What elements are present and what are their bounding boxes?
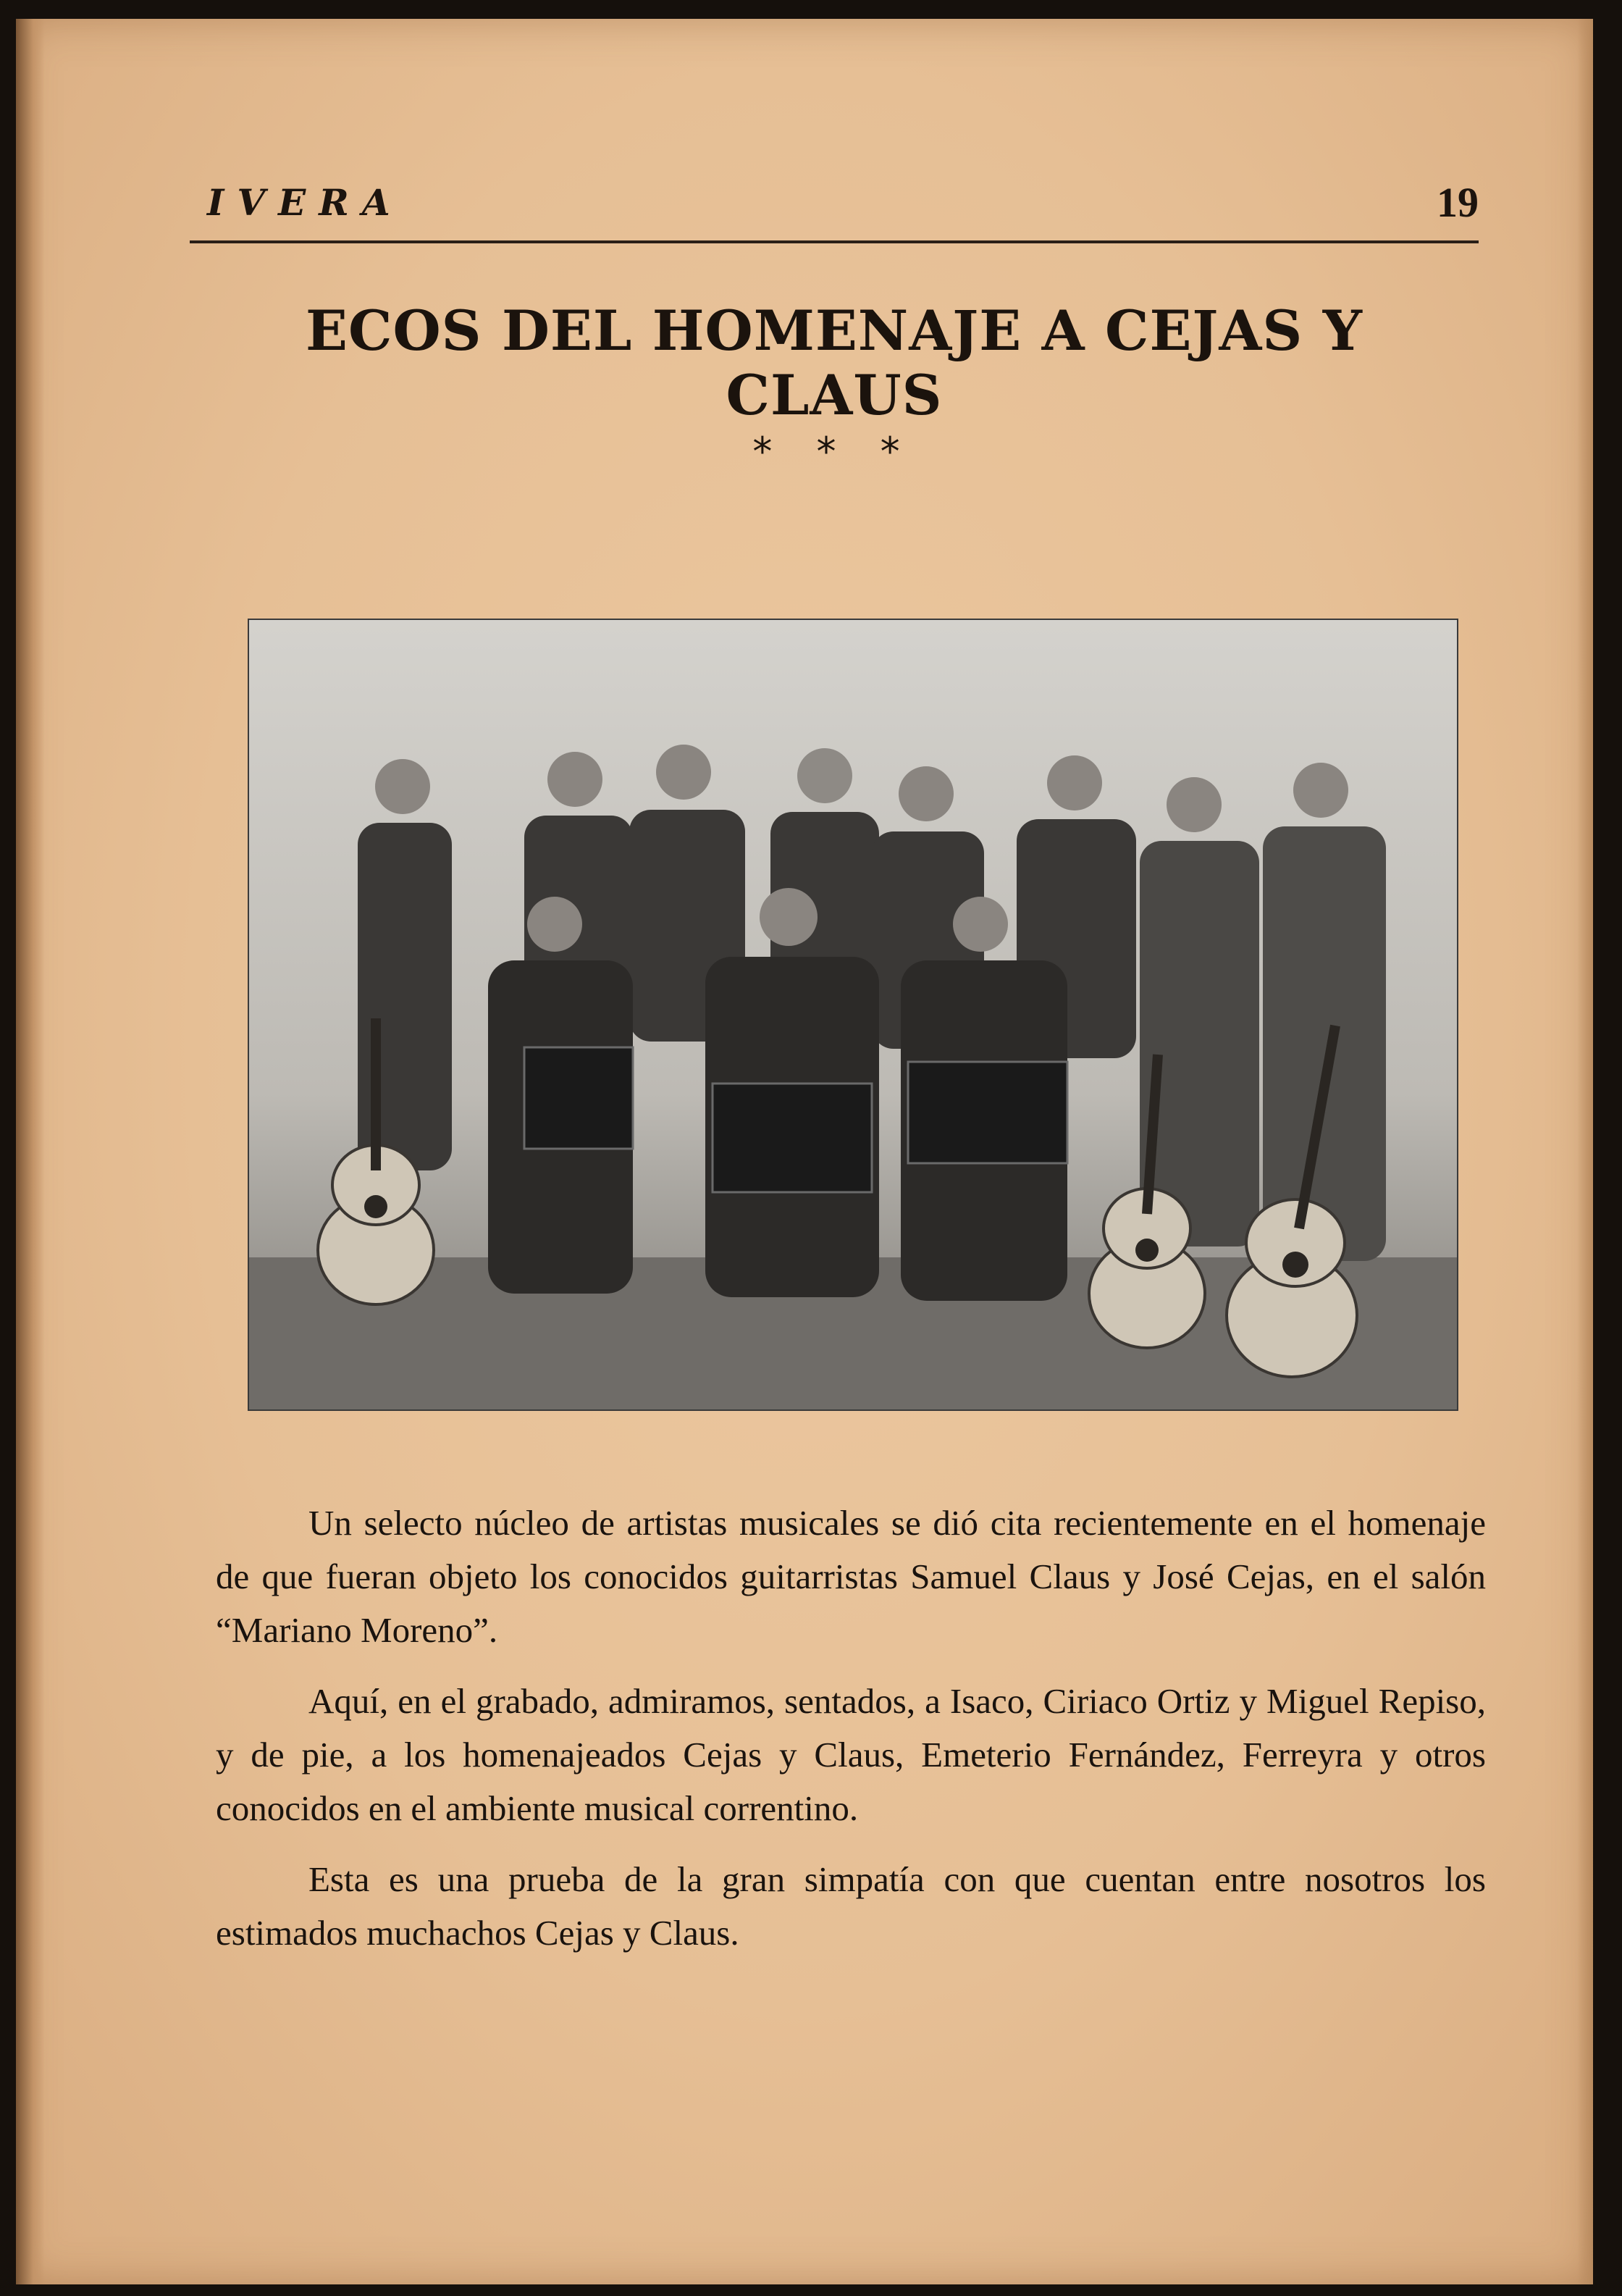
group-photograph xyxy=(248,619,1458,1411)
page-spine-shadow xyxy=(16,19,45,2284)
paragraph-1: Un selecto núcleo de artistas musicales se dió cita recientemente en el homenaje de que fueran objeto los conocidos guitarristas Samuel Claus y José Cejas, en el salón “Mariano Moreno”. xyxy=(216,1503,1486,1650)
article-body xyxy=(216,1496,1486,1977)
magazine-name: IVERA xyxy=(207,181,403,224)
paragraph-2: Aquí, en el grabado, admiramos, sentados, a Isaco, Ciriaco Ortiz y Miguel Repiso, y de pie, a los homenajeados Cejas y Claus, Emeterio Fernández, Ferreyra y otros conocidos en el ambiente musical correntino. xyxy=(216,1681,1486,1828)
running-header xyxy=(190,178,1479,229)
photo-illustration xyxy=(249,620,1457,1409)
page-edge xyxy=(1577,19,1593,2284)
magazine-page xyxy=(16,19,1593,2284)
article-title: ECOS DEL HOMENAJE A CEJAS Y CLAUS xyxy=(306,298,1363,427)
header-rule xyxy=(190,240,1479,243)
paragraph-3: Esta es una prueba de la gran simpatía con que cuentan entre nosotros los estimados muchachos Cejas y Claus. xyxy=(216,1859,1486,1953)
page-number: 19 xyxy=(1437,179,1479,226)
title-ornament: * * * xyxy=(752,429,916,474)
